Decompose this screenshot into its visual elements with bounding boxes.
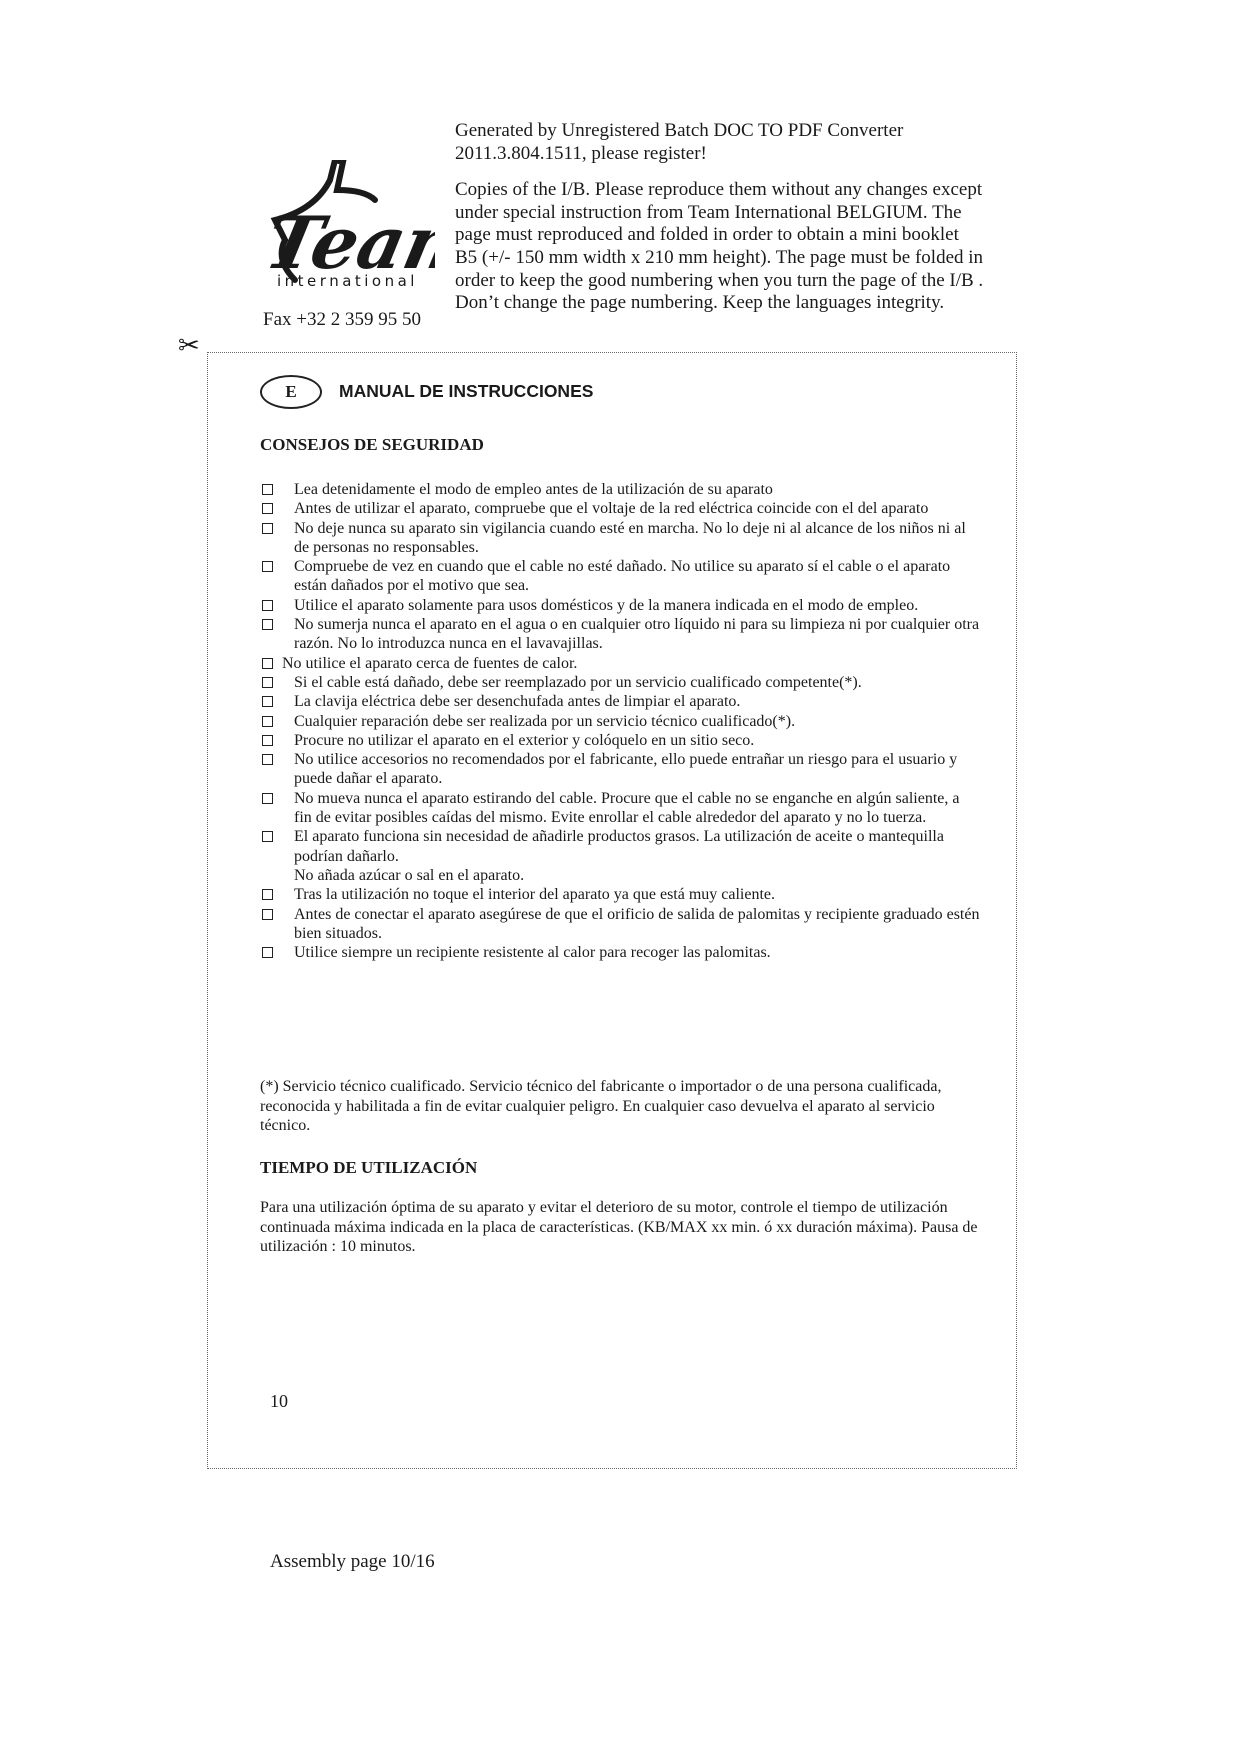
service-footnote: (*) Servicio técnico cualificado. Servicio técnico del fabricante o importador o de una persona cualificada, reconocida y habilitada a fin de evitar cualquier peligro. En cualquier caso devuelva el aparato al servicio técnico. — [260, 1078, 942, 1134]
checkbox-bullet-icon — [262, 716, 273, 727]
list-item: No utilice accesorios no recomendados por el fabricante, ello puede entrañar un riesgo para el usuario y puede dañar el aparato. — [260, 750, 980, 789]
list-item: Lea detenidamente el modo de empleo antes de la utilización de su aparato — [260, 480, 980, 499]
header-note — [455, 120, 985, 315]
list-item: Utilice el aparato solamente para usos domésticos y de la manera indicada en el modo de empleo. — [260, 596, 980, 615]
checkbox-bullet-icon — [262, 754, 273, 765]
list-item: Antes de conectar el aparato asegúrese de que el orificio de salida de palomitas y recipiente graduado estén bien situados. — [260, 905, 980, 944]
checkbox-bullet-icon — [262, 561, 273, 572]
list-item: Cualquier reparación debe ser realizada por un servicio técnico cualificado(*). — [260, 712, 980, 731]
list-item: Antes de utilizar el aparato, compruebe que el voltaje de la red eléctrica coincide con el del aparato — [260, 499, 980, 518]
list-item: El aparato funciona sin necesidad de añadirle productos grasos. La utilización de aceite o mantequilla podrían dañarlo. — [260, 827, 980, 866]
fax-number: Fax +32 2 359 95 50 — [263, 309, 421, 330]
language-badge: E — [260, 375, 322, 409]
safety-heading: CONSEJOS DE SEGURIDAD — [260, 435, 484, 454]
checkbox-bullet-icon — [262, 831, 273, 842]
generated-notice: Generated by Unregistered Batch DOC TO PDF Converter 2011.3.804.1511, please register! — [455, 120, 904, 164]
manual-title: MANUAL DE INSTRUCCIONES — [339, 381, 594, 401]
checkbox-bullet-icon — [262, 793, 273, 804]
checkbox-bullet-icon — [262, 600, 273, 611]
checkbox-bullet-icon — [262, 735, 273, 746]
checkbox-bullet-icon — [262, 909, 273, 920]
list-item: Tras la utilización no toque el interior del aparato ya que está muy caliente. — [260, 885, 980, 904]
list-item: Procure no utilizar el aparato en el exterior y colóquelo en un sitio seco. — [260, 731, 980, 750]
assembly-page-label: Assembly page 10/16 — [270, 1551, 435, 1572]
reproduction-instructions: Copies of the I/B. Please reproduce them without any changes except under special instruction from Team International BELGIUM. The page must reproduced and folded in order to obtain a mini booklet B5 (+/- 150 mm width x 210 mm height). The page must be folded in order to keep the good numbering when you turn the page of the I/B . Don’t change the page numbering. Keep the languages integrity. — [455, 179, 984, 314]
usage-heading: TIEMPO DE UTILIZACIÓN — [260, 1158, 478, 1177]
list-item: No añada azúcar o sal en el aparato. — [294, 866, 525, 884]
logo-subtext: international — [277, 272, 418, 290]
usage-text: Para una utilización óptima de su aparato y evitar el deterioro de su motor, controle el tiempo de utilización continuada máxima indicada en la placa de características. (KB/MAX xx min. ó xx duración máxima). Pausa de utilización : 10 minutos. — [260, 1199, 978, 1255]
checkbox-bullet-icon — [262, 658, 273, 669]
checkbox-bullet-icon — [262, 523, 273, 534]
checkbox-bullet-icon — [262, 484, 273, 495]
list-item: No sumerja nunca el aparato en el agua o en cualquier otro líquido ni para su limpieza ni por cualquier otra razón. No lo introduzca nunca en el lavavajillas. — [260, 615, 980, 654]
scissors-icon: ✂ — [178, 331, 200, 360]
list-item: Compruebe de vez en cuando que el cable no esté dañado. No utilice su aparato sí el cable o el aparato están dañados por el motivo que sea. — [260, 557, 980, 596]
list-item: La clavija eléctrica debe ser desenchufada antes de limpiar el aparato. — [260, 692, 980, 711]
checkbox-bullet-icon — [262, 696, 273, 707]
list-item: Utilice siempre un recipiente resistente al calor para recoger las palomitas. — [260, 943, 980, 962]
checkbox-bullet-icon — [262, 619, 273, 630]
checkbox-bullet-icon — [262, 677, 273, 688]
list-item: No deje nunca su aparato sin vigilancia cuando esté en marcha. No lo deje ni al alcance de los niños ni al de personas no responsables. — [260, 519, 980, 558]
safety-list — [260, 480, 980, 962]
logo-wordmark: Team — [258, 201, 435, 286]
list-item: No utilice el aparato cerca de fuentes de calor. — [260, 654, 980, 673]
checkbox-bullet-icon — [262, 947, 273, 958]
checkbox-bullet-icon — [262, 503, 273, 514]
page-number: 10 — [270, 1391, 288, 1411]
checkbox-bullet-icon — [262, 889, 273, 900]
list-item: No mueva nunca el aparato estirando del cable. Procure que el cable no se enganche en algún saliente, a fin de evitar posibles caídas del mismo. Evite enrollar el cable alrededor del aparato y no lo tuerza. — [260, 789, 980, 828]
team-international-logo — [255, 160, 435, 290]
list-item: Si el cable está dañado, debe ser reemplazado por un servicio cualificado competente(*). — [260, 673, 980, 692]
